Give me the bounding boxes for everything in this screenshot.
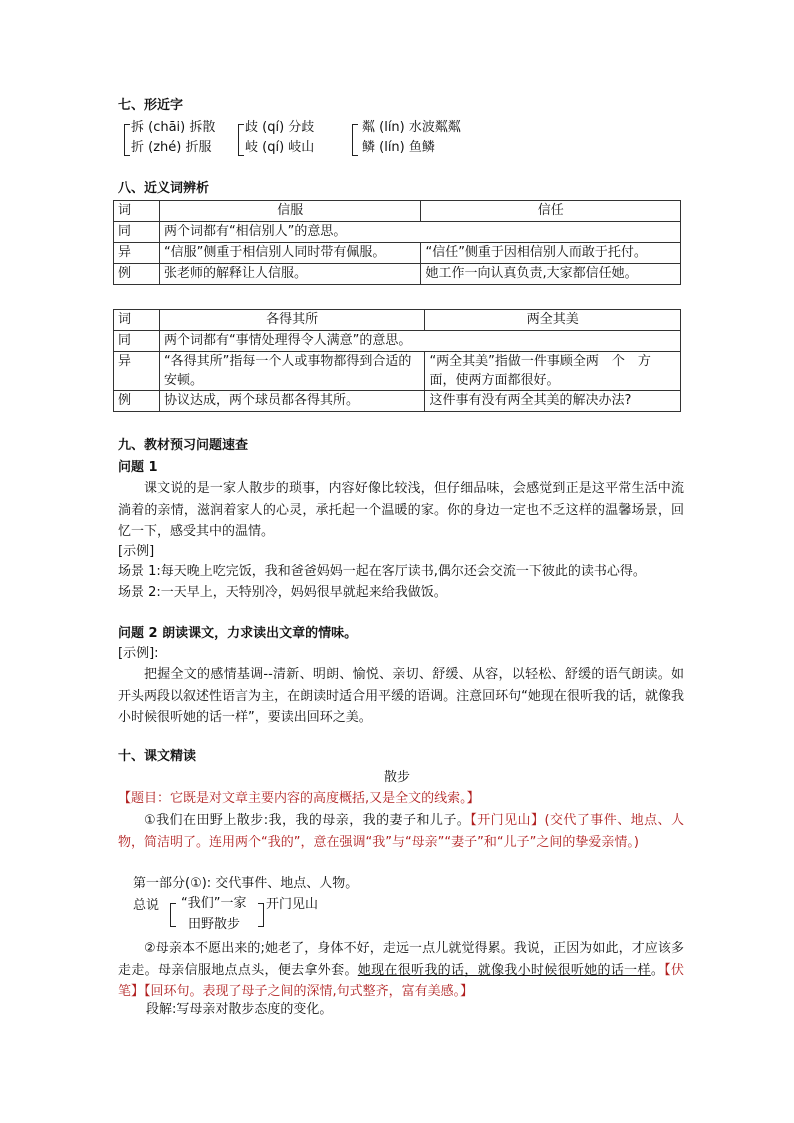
table-cell: “各得其所”指每一个人或事物都得到合适的安顿。 [159, 352, 425, 391]
similar-char-2b: 岐 (qí) 岐山 [245, 140, 315, 155]
brace-1 [124, 124, 130, 156]
paragraph-2-end: 。 [650, 962, 665, 978]
question-1-title: 问题 1 [118, 460, 158, 475]
table-cell: 两个词都有“事情处理得令人满意”的意思。 [159, 331, 680, 352]
table-row [114, 201, 681, 222]
synonym-table-1 [113, 200, 681, 285]
section-7-title: 七、形近字 [118, 98, 184, 113]
scene-1: 场景 1:每天晚上吃完饭，我和爸爸妈妈一起在客厅读书,偶尔还会交流一下彼此的读书心得。 [118, 564, 646, 579]
table-cell: 两个词都有“相信别人”的意思。 [159, 222, 680, 243]
brace-3 [352, 124, 358, 156]
question-2-title: 问题 2 朗读课文，力求读出文章的情味。 [118, 626, 358, 641]
table-row [114, 352, 681, 391]
example-label-2: [示例]: [118, 646, 159, 661]
similar-char-1b: 折 (zhé) 折服 [131, 140, 212, 155]
summary-right-brace [258, 903, 264, 927]
section-9-title: 九、教材预习问题速查 [118, 438, 249, 453]
example-label-1: [示例] [118, 544, 155, 559]
table-cell: 张老师的解释让人信服。 [159, 264, 421, 285]
table-cell: “信服”侧重于相信别人同时带有佩服。 [159, 243, 421, 264]
brace-2 [238, 124, 244, 156]
similar-char-3b: 鳞 (lín) 鱼鳞 [362, 140, 435, 155]
paragraph-2-underlined: 她现在很听我的话，就像我小时候很听她的话一样 [357, 962, 651, 978]
summary-left-brace [170, 903, 176, 927]
similar-char-1a: 拆 (chāi) 拆散 [131, 120, 216, 135]
scene-2: 场景 2:一天早上，天特别冷，妈妈很早就起来给我做饭。 [118, 585, 447, 600]
table-cell: 两全其美 [425, 310, 681, 331]
summary-label: 总说 [133, 898, 160, 913]
paragraph-2-text: ②母亲本不愿出来的;她老了，身体不好，走远一点儿就觉得累。我说，正因为如此，才应该多走走。母亲信服地点点头，便去拿外套。 [118, 941, 684, 978]
question-1-text: 课文说的是一家人散步的琐事，内容好像比较浅，但仔细品味，会感觉到正是这平常生活中流淌着的亲情，滋润着家人的心灵，承托起一个温暖的家。你的身边一定也不乏这样的温馨场景，回忆一下，感受其中的温情。 [118, 481, 684, 539]
table-cell: 这件事有没有两全其美的解决办法? [425, 391, 681, 412]
table-cell: 例 [114, 391, 160, 412]
paragraph-2 [118, 938, 684, 1003]
table-row [114, 310, 681, 331]
table-cell: 词 [114, 201, 160, 222]
section-8-title: 八、近义词辨析 [118, 181, 210, 196]
table-cell: 信任 [421, 201, 681, 222]
paragraph-2-note: 【伏笔】【回环句。表现了母子之间的深情,句式整齐，富有美感。】 [118, 962, 684, 999]
table-cell: 各得其所 [159, 310, 425, 331]
table-cell: “信任”侧重于因相信别人而敢于托付。 [421, 243, 681, 264]
table-cell: “两全其美”指做一件事顾全两 个 方面，使两方面都很好。 [425, 352, 681, 391]
table-row [114, 243, 681, 264]
table-cell: 异 [114, 243, 160, 264]
table-row [114, 222, 681, 243]
paragraph-1-note: 【开门见山】(交代了事件、地点、人物，简洁明了。连用两个“我的”，意在强调“我”与“母亲”“妻子”和“儿子”之间的挚爱亲情。) [118, 813, 684, 850]
table-cell: 同 [114, 222, 160, 243]
table-cell: 她工作一向认真负责,大家都信任她。 [421, 264, 681, 285]
summary-item-1: “我们”一家 [181, 896, 247, 911]
article-title: 散步 [384, 770, 411, 785]
paragraph-1 [118, 810, 684, 853]
part-1-label: 第一部分(①): 交代事件、地点、人物。 [133, 876, 359, 891]
table-cell: 词 [114, 310, 160, 331]
table-row [114, 391, 681, 412]
table-cell: 例 [114, 264, 160, 285]
similar-char-3a: 粼 (lín) 水波粼粼 [362, 120, 461, 135]
question-2-text: 把握全文的感情基调--清新、明朗、愉悦、亲切、舒缓、从容，以轻松、舒缓的语气朗读。如开头两段以叙述性语言为主，在朗读时适合用平缓的语调。注意回环句“她现在很听我的话，就像我小时候很听她的话一样”，要读出回环之美。 [118, 667, 684, 725]
table-cell: 信服 [159, 201, 421, 222]
summary-item-2: 田野散步 [188, 917, 241, 932]
title-note: 【题目：它既是对文章主要内容的高度概括,又是全文的线索。】 [118, 791, 480, 806]
table-cell: 同 [114, 331, 160, 352]
synonym-table-2 [113, 309, 681, 412]
similar-char-2a: 歧 (qí) 分歧 [245, 120, 315, 135]
paragraph-1-text: ①我们在田野上散步:我，我的母亲，我的妻子和儿子。 [144, 813, 471, 828]
table-cell: 协议达成，两个球员都各得其所。 [159, 391, 425, 412]
summary-result: 开门见山 [266, 897, 319, 912]
section-10-title: 十、课文精读 [118, 749, 197, 764]
table-row [114, 264, 681, 285]
paragraph-analysis: 段解:写母亲对散步态度的变化。 [146, 1002, 333, 1017]
table-row [114, 331, 681, 352]
table-cell: 异 [114, 352, 160, 391]
